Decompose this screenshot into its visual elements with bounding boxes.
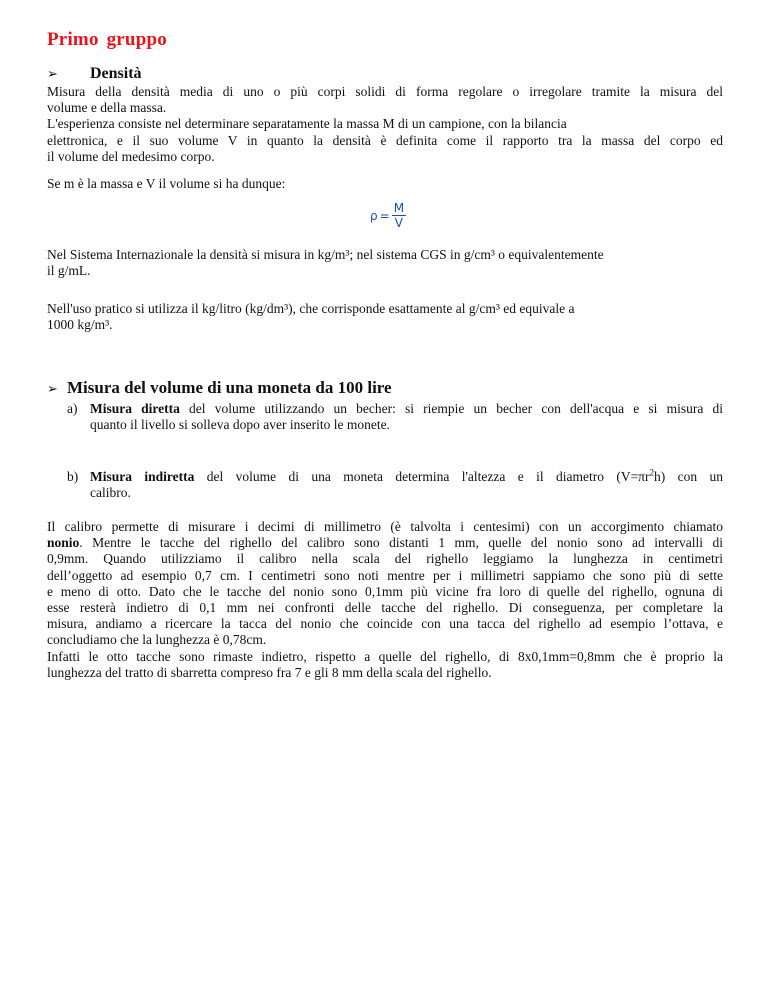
- text-span: del volume di una moneta determina l'altezza e il diametro (V=πr: [194, 469, 650, 484]
- text-line: calibro.: [90, 485, 131, 501]
- section-heading-density: [47, 65, 142, 83]
- text-line: Nel Sistema Internazionale la densità si misura in kg/m³; nel sistema CGS in g/cm³ o equivalentemente: [47, 247, 604, 262]
- arrow-bullet-icon: ➢: [47, 66, 58, 81]
- text-line: elettronica, e il suo volume V in quanto la densità è definita come il rapporto tra la massa del corpo ed: [47, 132, 723, 148]
- text-line: esse resterà indietro di 0,1 mm nei confronti delle tacche del righello. Di conseguenza, per completare la: [47, 600, 723, 616]
- heading-density: Densità: [90, 65, 142, 82]
- formula-denominator: V: [394, 216, 403, 230]
- text-line: Nell'uso pratico si utilizza il kg/litro (kg/dm³), che corrisponde esattamente al g/cm³ ed equivale a: [47, 301, 575, 316]
- text-line: concludiamo che la lunghezza è 0,78cm.: [47, 632, 267, 648]
- paragraph-caliper: [47, 519, 723, 681]
- text-line: il volume del medesimo corpo.: [47, 148, 215, 164]
- paragraph-density-intro: [47, 84, 723, 165]
- list-item-direct-measure: [67, 401, 723, 433]
- paragraph-formula-intro: Se m è la massa e V il volume si ha dunque:: [47, 176, 286, 191]
- document-title: Primo gruppo: [47, 29, 167, 50]
- text-line: Il calibro permette di misurare i decimi di millimetro (è talvolta i centesimi) con un accorgimento chiamato: [47, 519, 723, 534]
- text-line: volume e della massa.: [47, 100, 167, 116]
- density-formula: [370, 202, 406, 230]
- text-line: 1000 kg/m³.: [47, 317, 113, 333]
- list-marker: b): [67, 469, 79, 484]
- text-line: 0,9mm. Quando utilizziamo il calibro nella scala del righello leggiamo la lunghezza in centimetri: [47, 551, 723, 567]
- paragraph-units: [47, 247, 723, 279]
- formula-fraction: [392, 202, 406, 230]
- heading-coin-volume: Misura del volume di una moneta da 100 lire: [67, 378, 392, 397]
- bold-term: nonio: [47, 535, 80, 551]
- text-line: lunghezza del tratto di sbarretta compreso fra 7 e gli 8 mm della scala del righello.: [47, 664, 492, 680]
- text-line: e meno di otto. Dato che le tacche del nonio sono 0,1mm più vicine fra loro di quelle del righello, ognuna di: [47, 583, 723, 599]
- bold-term: Misura indiretta: [90, 469, 195, 484]
- superscript: 2: [649, 467, 654, 478]
- text-span: h) con un: [654, 469, 723, 484]
- text-span: del volume utilizzando un becher: si riempie un becher con dell'acqua e si misura di: [179, 401, 723, 416]
- list-item-indirect-measure: [67, 469, 723, 501]
- text-line: dell’oggetto ad esempio 0,7 cm. I centimetri sono noti mentre per i millimetri sappiamo che sono più di sette: [47, 567, 723, 583]
- text-line: misura, andiamo a ricercare la tacca del nonio che coincide con una tacca del righello ad esempio l’ottava, e: [47, 616, 723, 632]
- formula-numerator: M: [393, 201, 405, 215]
- text-line: il g/mL.: [47, 263, 91, 279]
- text-line: Misura della densità media di uno o più corpi solidi di forma regolare o irregolare tramite la misura del: [47, 84, 723, 99]
- formula-equals: =: [379, 209, 390, 223]
- section-heading-coin-volume: [47, 378, 392, 398]
- paragraph-practical-use: [47, 301, 723, 333]
- text-line: L'esperienza consiste nel determinare separatamente la massa M di un campione, con la bilancia: [47, 116, 567, 132]
- list-marker: a): [67, 401, 78, 416]
- formula-rho: ρ: [370, 209, 378, 223]
- text-span: . Mentre le tacche del righello del calibro sono distanti 1 mm, quelle del nonio sono ad intervalli di: [79, 535, 723, 551]
- text-line: Infatti le otto tacche sono rimaste indietro, rispetto a quelle del righello, di 8x0,1mm=0,8mm che è proprio la: [47, 648, 723, 664]
- arrow-bullet-icon: ➢: [47, 381, 58, 396]
- text-line: quanto il livello si solleva dopo aver inserito le monete.: [90, 417, 390, 433]
- bold-term: Misura diretta: [90, 401, 180, 416]
